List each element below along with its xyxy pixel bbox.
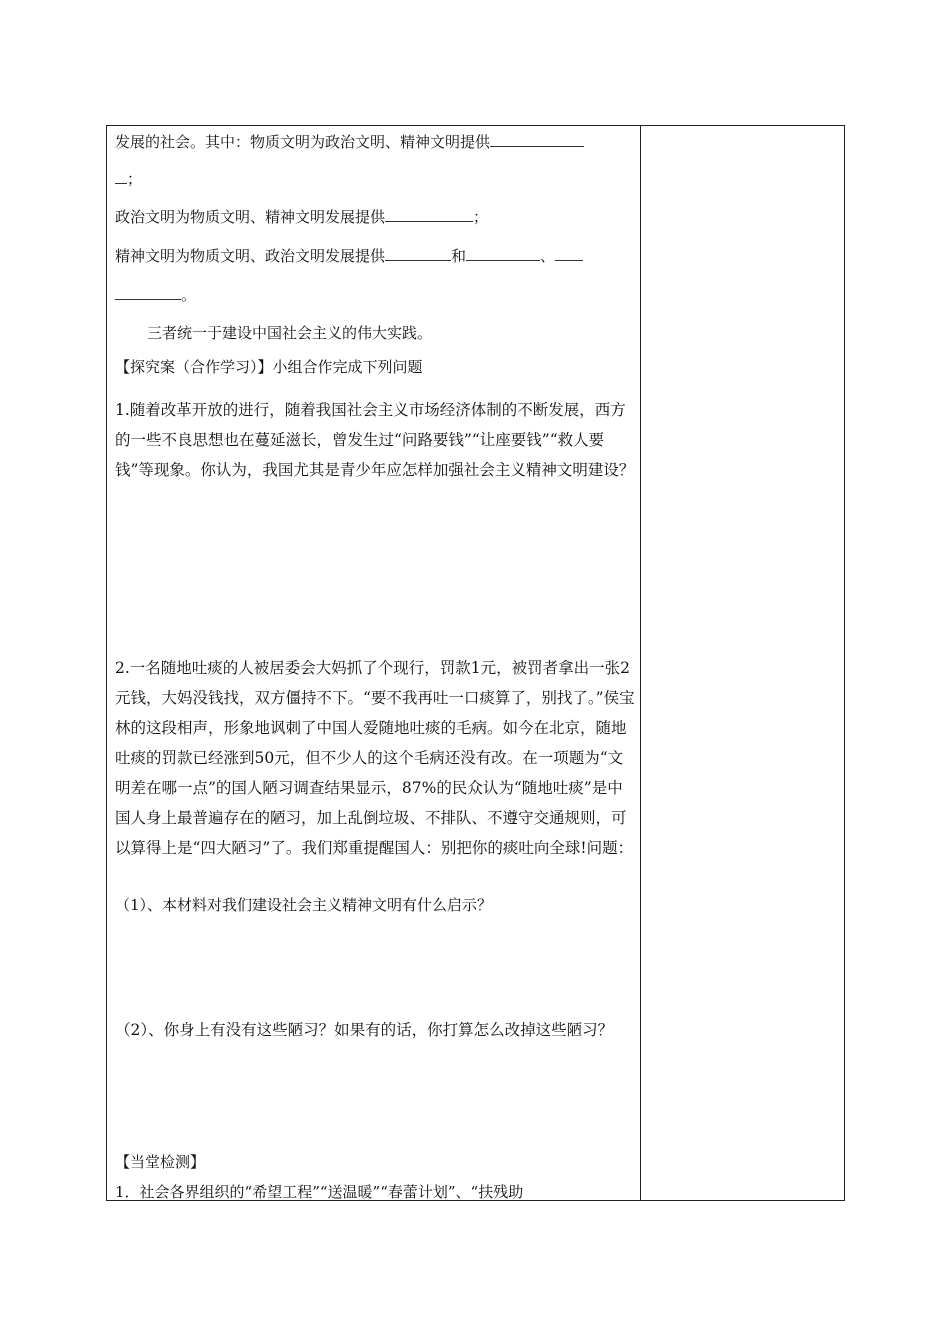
intro-line-3-cont: 。 — [115, 285, 196, 305]
check-heading: 【当堂检测】 — [115, 1153, 206, 1171]
intro-line-2: 政治文明为物质文明、精神文明发展提供 ； — [115, 208, 489, 226]
intro-line-3: 精神文明为物质文明、政治文明发展提供 和 、 — [115, 246, 583, 266]
explore-heading: 【探究案（合作学习）】小组合作完成下列问题 — [115, 358, 423, 376]
answer-blank[interactable] — [490, 132, 584, 147]
intro-line-1-cont: ； — [115, 169, 142, 189]
intro-line-5: 三者统一于建设中国社会主义的伟大实践。 — [147, 324, 433, 342]
explore-question-1: 1.随着改革开放的进行，随着我国社会主义市场经济体制的不断发展，西方的一些不良思想也在蔓延滋长，曾发生过“问路要钱”“让座要钱”“救人要钱”等现象。你认为，我国尤其是青少年应怎样加强社会主义精神文明建设？ — [115, 401, 635, 479]
answer-blank[interactable] — [466, 246, 540, 261]
check-question-1: 1．社会各界组织的“希望工程”“送温暖”“春蕾计划”、“扶残助 — [115, 1183, 524, 1201]
answer-blank[interactable] — [385, 246, 451, 261]
explore-question-2-sub-2: （2）、你身上有没有这些陋习？如果有的话，你打算怎么改掉这些陋习？ — [115, 1021, 614, 1039]
intro-line-1: 发展的社会。其中：物质文明为政治文明、精神文明提供 — [115, 132, 584, 152]
explore-question-2-sub-1: （1）、本材料对我们建设社会主义精神文明有什么启示？ — [115, 896, 493, 914]
answer-blank[interactable] — [115, 285, 181, 300]
table-column-divider — [640, 125, 641, 1201]
answer-blank[interactable] — [555, 246, 583, 261]
answer-blank[interactable] — [115, 169, 127, 184]
answer-blank[interactable] — [385, 207, 473, 222]
explore-question-2: 2.一名随地吐痰的人被居委会大妈抓了个现行，罚款1元，被罚者拿出一张2元钱，大妈没钱找，双方僵持不下。“要不我再吐一口痰算了，别找了。”侯宝林的这段相声，形象地讽刺了中国人爱随地吐痰的毛病。如今在北京，随地吐痰的罚款已经涨到50元，但不少人的这个毛病还没有改。在一项题为“文明差在哪一点”的国人陋习调查结果显示，87%的民众认为“随地吐痰”是中国人身上最普遍存在的陋习，加上乱倒垃圾、不排队、不遵守交通规则，可以算得上是“四大陋习”了。我们郑重提醒国人：别把你的痰吐向全球!问题： — [115, 659, 635, 857]
